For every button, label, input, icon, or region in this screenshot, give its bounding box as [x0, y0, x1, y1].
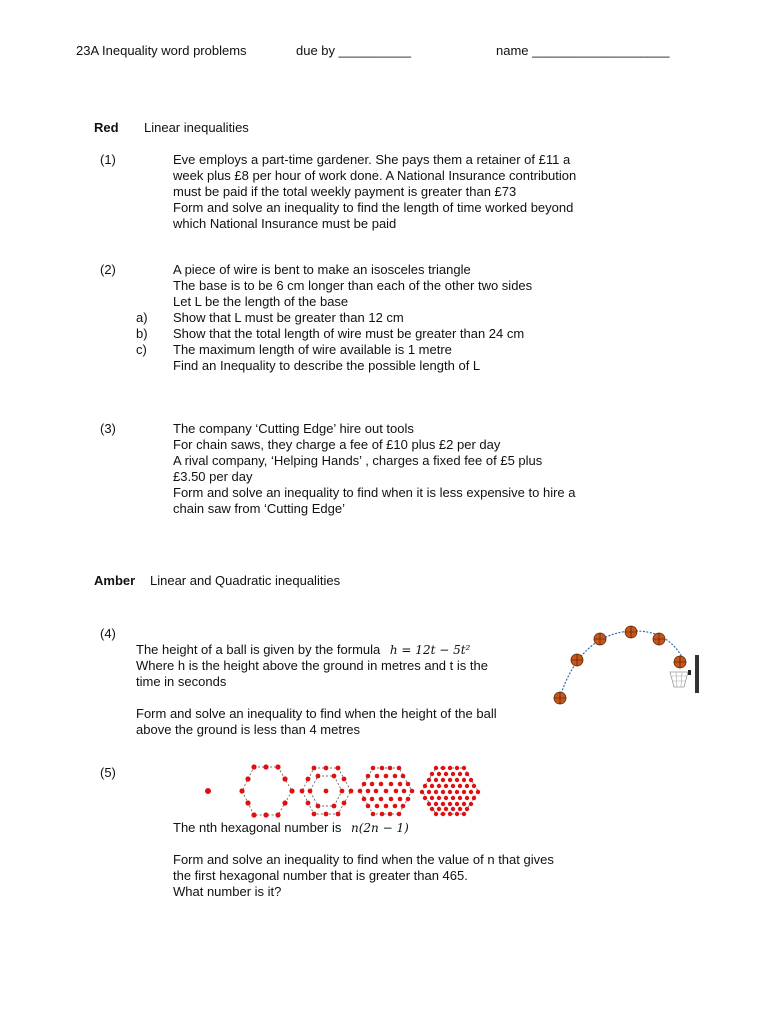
hexagon-n2-icon: [242, 767, 292, 815]
q4-line1-text: The height of a ball is given by the formula: [136, 642, 381, 657]
basketball-icon: [674, 656, 686, 668]
q5-line: the first hexagonal number that is greater than 465.: [173, 868, 468, 883]
hexagon-n4-dots: [358, 766, 415, 817]
hexagon-n5-dots: [420, 766, 480, 816]
basketball-trajectory-illustration: [540, 615, 710, 715]
q1-line: week plus £8 per hour of work done. A National Insurance contribution: [173, 168, 577, 183]
header-due: due by __________: [296, 43, 411, 58]
q5-nth-text: The nth hexagonal number is: [173, 820, 342, 835]
q2-line: Show that L must be greater than 12 cm: [173, 310, 404, 325]
hexagonal-numbers-illustration: [196, 762, 486, 820]
q3-line: The company ‘Cutting Edge’ hire out tools: [173, 421, 414, 436]
q2-part-labels: [136, 310, 148, 358]
q5-formula: n(2n − 1): [351, 821, 409, 835]
q3-line: £3.50 per day: [173, 469, 253, 484]
q2-line: A piece of wire is bent to make an isosceles triangle: [173, 262, 471, 277]
q4-text-2: [136, 706, 497, 738]
q2-part-c: c): [136, 342, 147, 357]
q4-text: [136, 642, 488, 690]
q1-text: [173, 152, 576, 232]
hexagon-n1-icon: [205, 788, 211, 794]
q3-number: (3): [100, 421, 116, 436]
basketball-icon: [571, 654, 583, 666]
q4-number: (4): [100, 626, 116, 641]
basketball-icon: [554, 692, 566, 704]
q1-line: Form and solve an inequality to find the length of time worked beyond: [173, 200, 574, 215]
q4-line: Where h is the height above the ground in metres and t is the: [136, 658, 488, 673]
q2-line: Find an Inequality to describe the possible length of L: [173, 358, 481, 373]
q5-text: [173, 820, 409, 836]
q4-formula: h = 12t − 5t²: [389, 643, 471, 657]
q1-line: must be paid if the total weekly payment is greater than £73: [173, 184, 517, 199]
q2-line: Let L be the length of the base: [173, 294, 349, 309]
hexagon-n2-dots: [239, 764, 294, 817]
q2-part-b: b): [136, 326, 148, 341]
q2-part-a: a): [136, 310, 148, 325]
amber-label: Amber: [94, 573, 136, 588]
q5-line: What number is it?: [173, 884, 282, 899]
amber-topic: Linear and Quadratic inequalities: [150, 573, 341, 588]
q5-number: (5): [100, 765, 116, 780]
q3-line: chain saw from ‘Cutting Edge’: [173, 501, 345, 516]
red-label: Red: [94, 120, 119, 135]
q5-text-2: [173, 852, 554, 900]
q1-line: which National Insurance must be paid: [173, 216, 397, 231]
q2-line: The base is to be 6 cm longer than each of the other two sides: [173, 278, 533, 293]
basketball-icon: [625, 626, 637, 638]
basketball-icon: [653, 633, 665, 645]
q2-text: [173, 262, 532, 374]
hexagon-n3-dots: [300, 766, 354, 817]
q2-line: Show that the total length of wire must be greater than 24 cm: [173, 326, 525, 341]
q3-line: Form and solve an inequality to find when it is less expensive to hire a: [173, 485, 576, 500]
q1-number: (1): [100, 152, 116, 167]
q5-nth-line: [173, 820, 409, 836]
q1-line: Eve employs a part-time gardener. She pays them a retainer of £11 a: [173, 152, 571, 167]
q2-line: The maximum length of wire available is 1 metre: [173, 342, 452, 357]
q3-line: For chain saws, they charge a fee of £10 plus £2 per day: [173, 437, 501, 452]
q3-line: A rival company, ‘Helping Hands’ , charges a fixed fee of £5 plus: [173, 453, 543, 468]
q4-line: above the ground is less than 4 metres: [136, 722, 361, 737]
header-title: 23A Inequality word problems: [76, 43, 247, 58]
q5-line: Form and solve an inequality to find when the value of n that gives: [173, 852, 554, 867]
q3-text: [173, 421, 576, 517]
q4-line: Form and solve an inequality to find when the height of the ball: [136, 706, 497, 721]
q4-line1: [136, 642, 488, 658]
basketball-icon: [594, 633, 606, 645]
header-name: name ___________________: [496, 43, 670, 58]
q2-number: (2): [100, 262, 116, 277]
red-topic: Linear inequalities: [144, 120, 249, 135]
q4-line: time in seconds: [136, 674, 227, 689]
